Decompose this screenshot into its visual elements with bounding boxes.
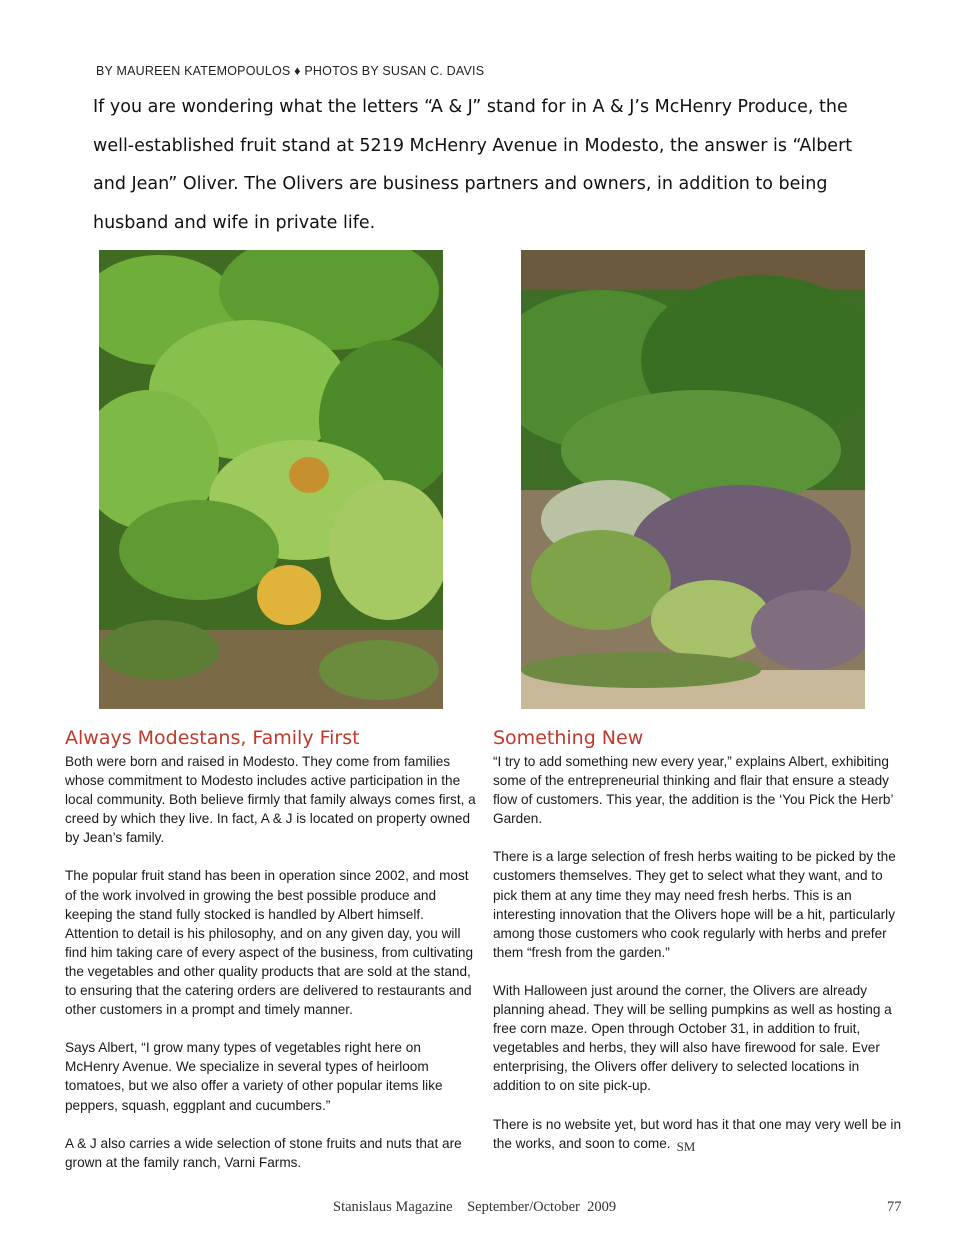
left-column <box>65 724 477 1191</box>
left-column-heading: Always Modestans, Family First <box>65 727 360 749</box>
left-paragraph: A & J also carries a wide selection of stone fruits and nuts that are grown at the family ranch, Varni Farms. <box>65 1135 462 1170</box>
byline: BY MAUREEN KATEMOPOULOS ♦ PHOTOS BY SUSAN C. DAVIS <box>96 64 485 78</box>
left-paragraph: The popular fruit stand has been in operation since 2002, and most of the work involved in growing the best possible produce and keeping the stand fully stocked is handled by Albert himself. Attention to detail is his philosophy, and on any given day, you will find him taking care of every aspect of the business, from cultivating the vegetables and other quality products that are sold at the stand, to ensuring that the catering orders are delivered to restaurants and other customers in a prompt and timely manner. <box>65 868 474 1018</box>
right-column <box>493 724 905 1172</box>
end-mark: SM <box>676 1138 696 1154</box>
right-paragraph: There is a large selection of fresh herbs waiting to be picked by the customers themselves. They get to select what they want, and to pick them at any time they may need fresh herbs. This is an interesting innovation that the Olivers hope will be a hit, particularly among those customers who cook regularly with herbs and prefer them “fresh from the garden.” <box>493 849 896 960</box>
left-paragraph: Both were born and raised in Modesto. They come from families whose commitment to Modesto includes active participation in the local community. Both believe firmly that family always comes first, a creed by which they live. In fact, A & J is located on property owned by Jean’s family. <box>65 754 476 846</box>
right-column-heading: Something New <box>493 727 644 749</box>
right-paragraph-text: There is no website yet, but word has it that one may very well be in the works, and soon to come. <box>493 1116 902 1151</box>
intro-paragraph: If you are wondering what the letters “A & J” stand for in A & J’s McHenry Produce, the well-established fruit stand at 5219 McHenry Avenue in Modesto, the answer is “Albert and Jean” Oliver. The Olivers are business partners and owners, in addition to being husband and wife in private life. <box>93 97 853 233</box>
right-paragraph: “I try to add something new every year,” explains Albert, exhibiting some of the entrepreneurial thinking and flair that ensure a steady flow of customers. This year, the addition is the ‘You Pick the Herb’ Garden. <box>493 754 893 827</box>
left-paragraph: Says Albert, “I grow many types of vegetables right here on McHenry Avenue. We specialize in several types of heirloom tomatoes, but we also offer a variety of other popular items like peppers, squash, eggplant and cucumbers.” <box>65 1040 443 1113</box>
right-paragraph <box>493 1115 905 1153</box>
page-number: 77 <box>887 1199 902 1215</box>
squash-plants-photo <box>99 250 443 709</box>
herb-garden-photo <box>521 250 865 709</box>
right-paragraph: With Halloween just around the corner, the Olivers are already planning ahead. They will be selling pumpkins as well as hosting a free corn maze. Open through October 31, in addition to fruit, vegetables and herbs, they will also have firewood for sale. Ever enterprising, the Olivers offer delivery to selected locations in addition to on site pick-up. <box>493 982 892 1094</box>
footer-magazine-issue: Stanislaus Magazine September/October 2009 <box>333 1199 617 1215</box>
